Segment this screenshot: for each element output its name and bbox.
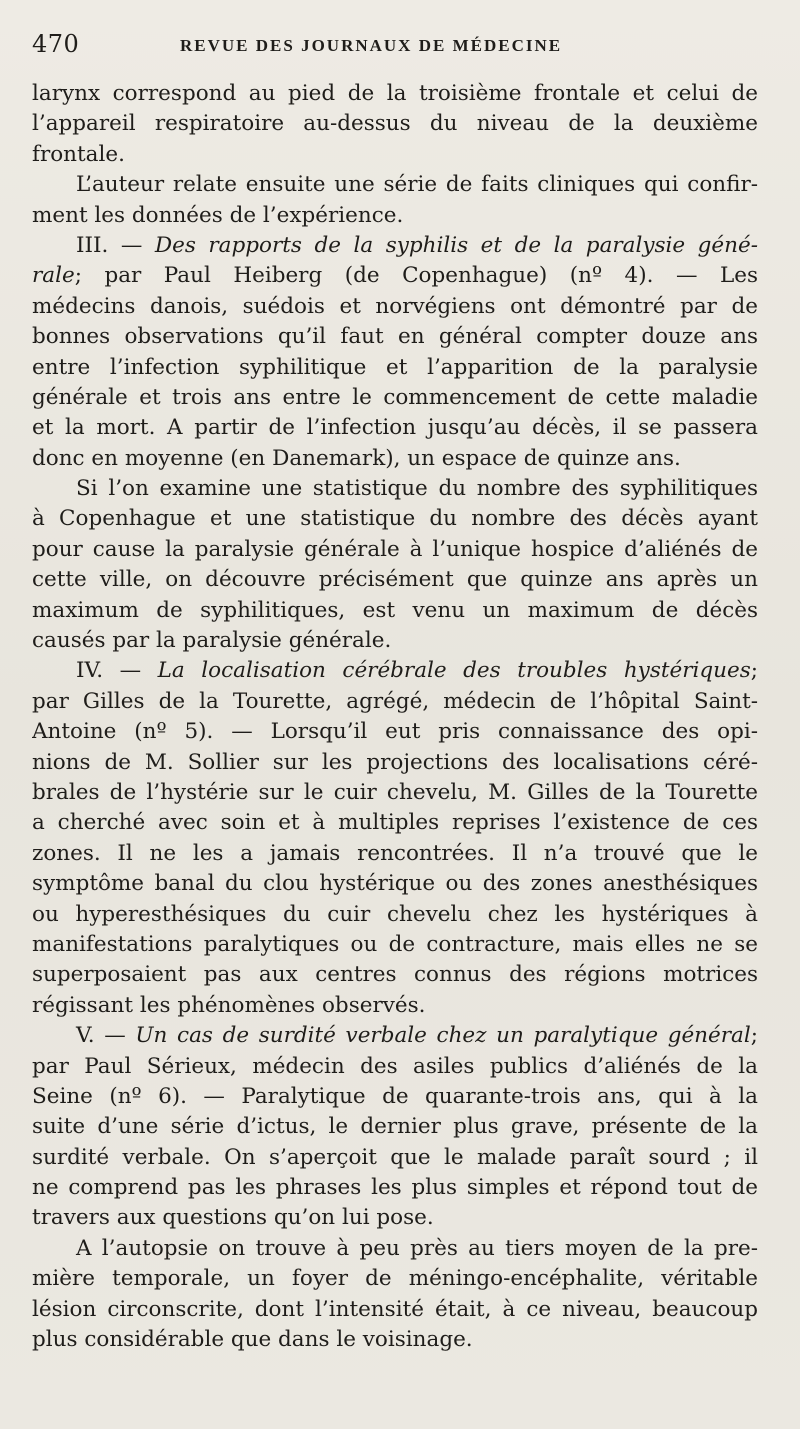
page-header bbox=[32, 30, 754, 70]
text-segment: brales de l’hystérie sur le cuir chevelu, M. Gilles de la Tourette bbox=[32, 779, 758, 805]
text-segment: L’auteur relate ensuite une série de faits cliniques qui confir- bbox=[76, 172, 758, 198]
text-line bbox=[32, 535, 758, 565]
text-segment: lésion circonscrite, dont l’intensité était, à ce niveau, beaucoup bbox=[32, 1296, 758, 1322]
text-segment: Si l’on examine une statistique du nombre des syphilitiques bbox=[76, 476, 758, 502]
text-segment: zones. Il ne les a jamais rencontrées. Il n’a trouvé que le bbox=[32, 840, 758, 866]
text-line bbox=[32, 1203, 758, 1233]
text-segment: a cherché avec soin et à multiples reprises l’existence de ces bbox=[32, 810, 758, 836]
text-line bbox=[32, 1112, 758, 1142]
text-segment: Antoine (nº 5). — Lorsqu’il eut pris connaissance des opi- bbox=[32, 719, 758, 745]
text-segment: médecins danois, suédois et norvégiens ont démontré par de bbox=[32, 293, 758, 319]
text-line bbox=[32, 1052, 758, 1082]
text-segment: nions de M. Sollier sur les projections des localisations céré- bbox=[32, 749, 758, 775]
text-segment: ; bbox=[750, 1023, 758, 1049]
article-text bbox=[32, 79, 758, 1355]
text-segment: par Gilles de la Tourette, agrégé, médecin de l’hôpital Saint- bbox=[32, 688, 758, 714]
text-segment: manifestations paralytiques ou de contracture, mais elles ne se bbox=[32, 931, 758, 957]
text-line bbox=[32, 1234, 758, 1264]
text-segment: larynx correspond au pied de la troisième frontale et celui de bbox=[32, 81, 758, 106]
text-segment: ; bbox=[750, 658, 758, 684]
text-segment: III. — bbox=[76, 232, 155, 258]
text-segment: entre l’infection syphilitique et l’apparition de la paralysie bbox=[32, 354, 758, 380]
text-segment: maximum de syphilitiques, est venu un maximum de décès bbox=[32, 597, 758, 623]
text-segment: suite d’une série d’ictus, le dernier plus grave, présente de la bbox=[32, 1114, 758, 1140]
text-segment: travers aux questions qu’on lui pose. bbox=[32, 1205, 434, 1231]
text-line bbox=[32, 960, 758, 990]
text-segment: pour cause la paralysie générale à l’unique hospice d’aliénés de bbox=[32, 536, 758, 562]
text-segment: mière temporale, un foyer de méningo-encéphalite, véritable bbox=[32, 1266, 758, 1292]
italic-title-segment: La localisation cérébrale des troubles hystériques bbox=[157, 658, 751, 684]
text-segment: l’appareil respiratoire au-dessus du niveau de la deuxième bbox=[32, 111, 758, 137]
text-segment: générale et trois ans entre le commencement de cette maladie bbox=[32, 384, 758, 410]
text-segment: bonnes observations qu’il faut en général compter douze ans bbox=[32, 324, 758, 350]
text-segment: A l’autopsie on trouve à peu près au tiers moyen de la pre- bbox=[76, 1235, 758, 1261]
text-line bbox=[32, 839, 758, 869]
text-segment: superposaient pas aux centres connus des régions motrices bbox=[32, 962, 758, 988]
text-line bbox=[32, 778, 758, 808]
text-line bbox=[32, 748, 758, 778]
text-line bbox=[32, 900, 758, 930]
text-line bbox=[32, 504, 758, 534]
text-line bbox=[32, 109, 758, 139]
text-segment: régissant les phénomènes observés. bbox=[32, 992, 426, 1018]
text-segment: ou hyperesthésiques du cuir chevelu chez les hystériques à bbox=[32, 901, 758, 927]
text-segment: IV. — bbox=[76, 658, 158, 684]
text-line bbox=[32, 687, 758, 717]
text-line bbox=[32, 413, 758, 443]
text-segment: plus considérable que dans le voisinage. bbox=[32, 1327, 473, 1353]
italic-title-segment: Un cas de surdité verbale chez un paralytique général bbox=[135, 1023, 751, 1049]
text-segment: symptôme banal du clou hystérique ou des zones anesthésiques bbox=[32, 871, 758, 897]
text-line bbox=[32, 170, 758, 200]
running-title: REVUE DES JOURNAUX DE MÉDECINE bbox=[180, 36, 563, 55]
text-line bbox=[32, 292, 758, 322]
text-segment: frontale. bbox=[32, 141, 125, 167]
text-line bbox=[32, 140, 758, 170]
text-segment: V. — bbox=[76, 1023, 136, 1049]
text-line bbox=[32, 1295, 758, 1325]
text-segment: Seine (nº 6). — Paralytique de quarante-trois ans, qui à la bbox=[32, 1083, 758, 1109]
text-segment: cette ville, on découvre précisément que quinze ans après un bbox=[32, 567, 758, 593]
text-line bbox=[32, 1143, 758, 1173]
text-line bbox=[32, 231, 758, 261]
text-segment: ; par Paul Heiberg (de Copenhague) (nº 4). — Les bbox=[74, 263, 758, 289]
text-line bbox=[32, 383, 758, 413]
text-segment: donc en moyenne (en Danemark), un espace de quinze ans. bbox=[32, 445, 681, 471]
text-line bbox=[32, 1264, 758, 1294]
text-line bbox=[32, 79, 758, 109]
text-line bbox=[32, 474, 758, 504]
text-line bbox=[32, 656, 758, 686]
text-line bbox=[32, 717, 758, 747]
text-line bbox=[32, 808, 758, 838]
text-segment: surdité verbale. On s’aperçoit que le malade paraît sourd ; il bbox=[32, 1144, 758, 1170]
italic-title-segment: Des rapports de la syphilis et de la paralysie géné- bbox=[154, 232, 758, 258]
text-line bbox=[32, 444, 758, 474]
text-segment: ment les données de l’expérience. bbox=[32, 202, 404, 228]
text-line bbox=[32, 596, 758, 626]
text-line bbox=[32, 869, 758, 899]
text-segment: par Paul Sérieux, médecin des asiles publics d’aliénés de la bbox=[32, 1053, 758, 1079]
text-line bbox=[32, 1021, 758, 1051]
text-segment: à Copenhague et une statistique du nombre des décès ayant bbox=[32, 506, 758, 532]
text-line bbox=[32, 626, 758, 656]
text-line bbox=[32, 565, 758, 595]
text-line bbox=[32, 991, 758, 1021]
text-line bbox=[32, 930, 758, 960]
text-segment: et la mort. A partir de l’infection jusqu’au décès, il se passera bbox=[32, 415, 758, 441]
text-segment: ne comprend pas les phrases les plus simples et répond tout de bbox=[32, 1175, 758, 1201]
text-line bbox=[32, 261, 758, 291]
text-line bbox=[32, 1325, 758, 1355]
text-line bbox=[32, 322, 758, 352]
italic-title-segment: rale bbox=[32, 263, 75, 289]
text-line bbox=[32, 1082, 758, 1112]
text-segment: causés par la paralysie générale. bbox=[32, 628, 392, 654]
text-line bbox=[32, 201, 758, 231]
page-number: 470 bbox=[32, 30, 80, 58]
text-line bbox=[32, 1173, 758, 1203]
text-line bbox=[32, 353, 758, 383]
